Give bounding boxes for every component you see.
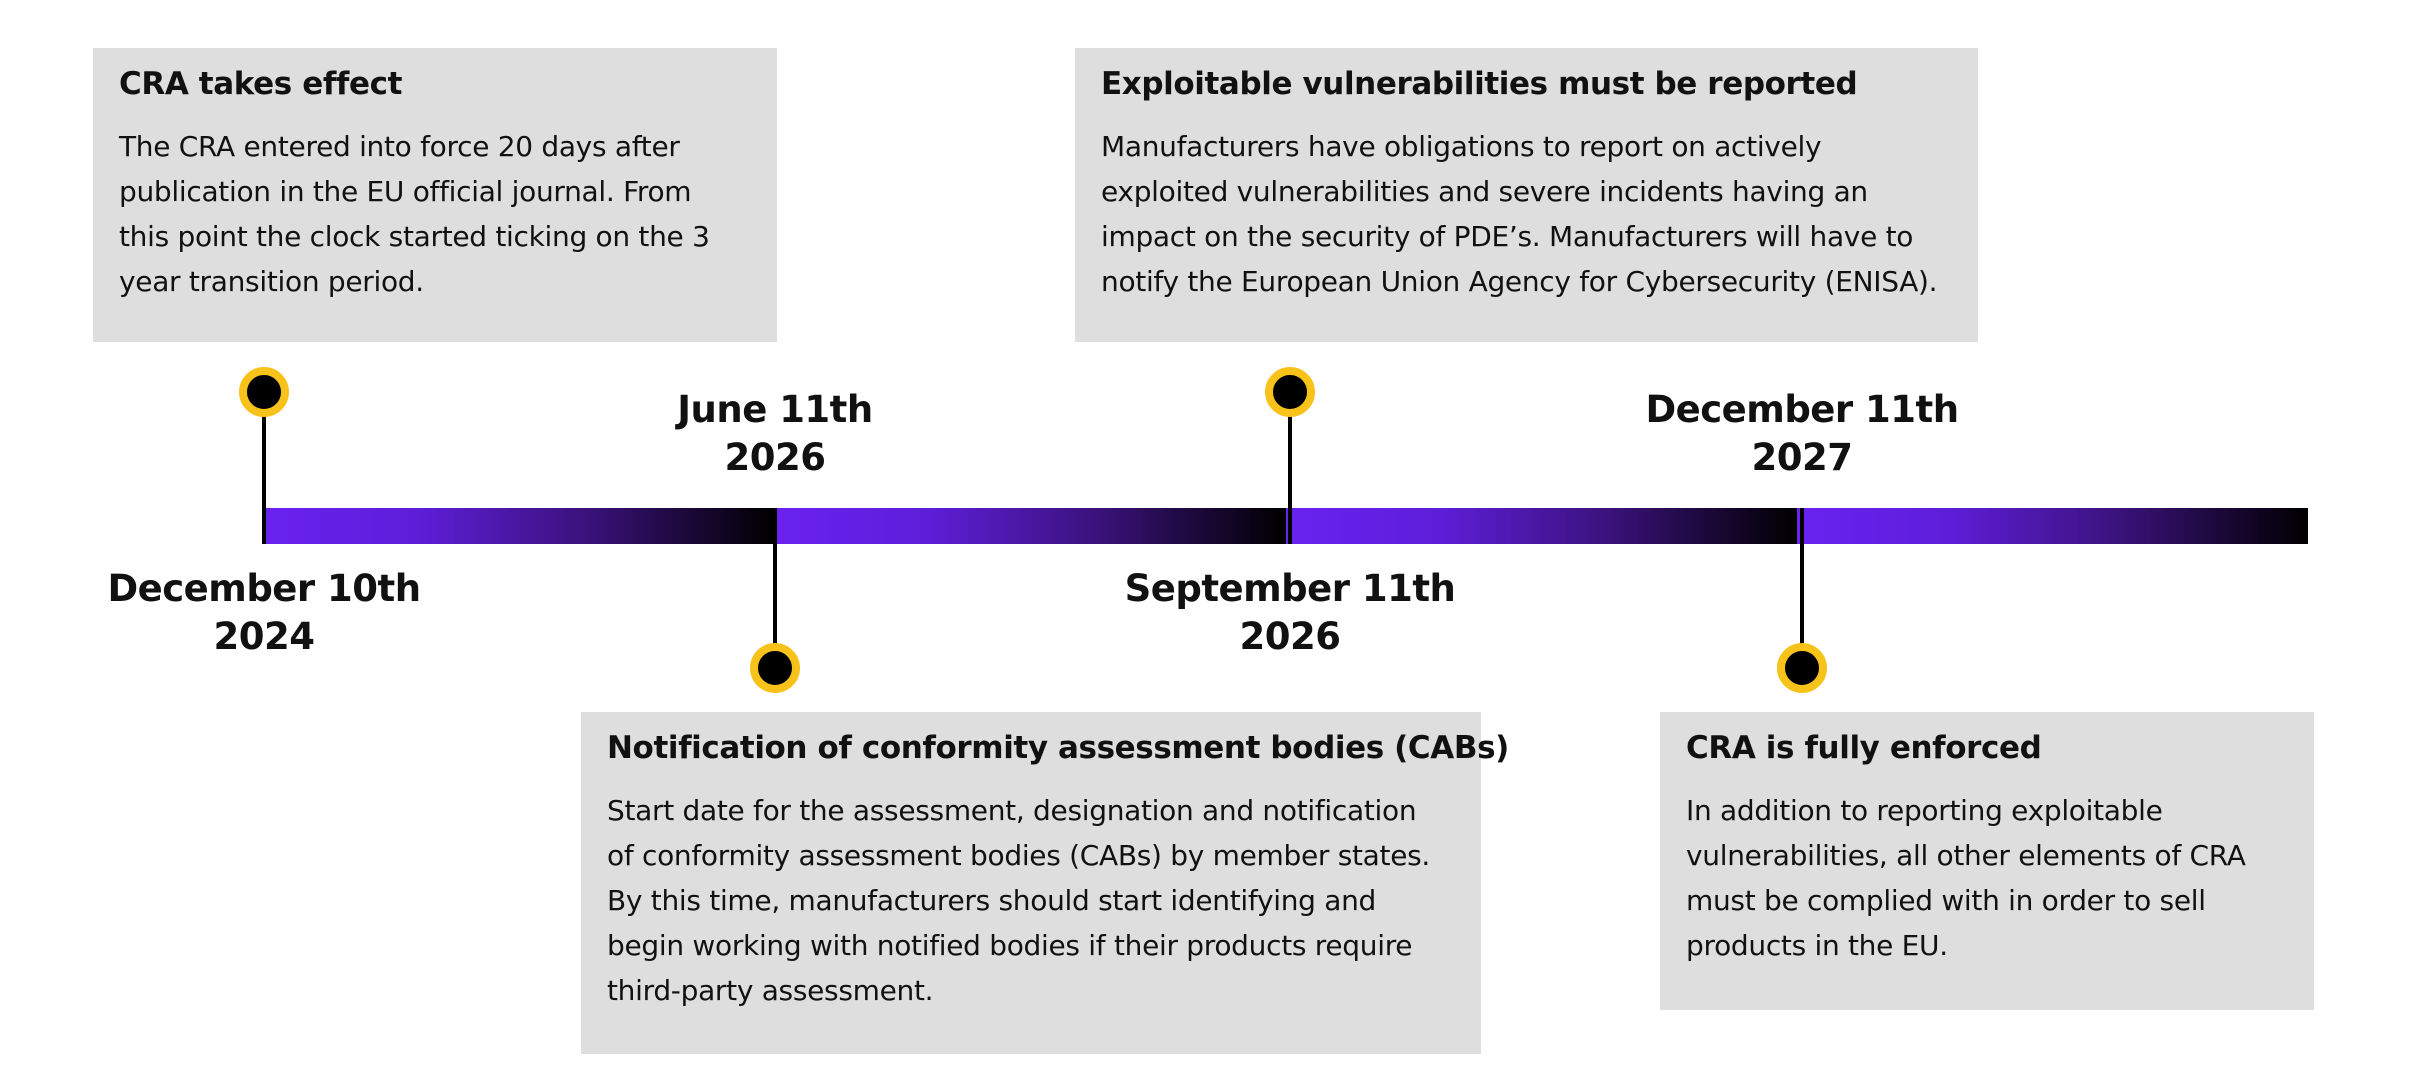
milestone-description: Manufacturers have obligations to report on actively exploited vulnerabilities and severe incidents having an impact on the security of PDE’s. Manufacturers will have to notify the European Union Agency for Cybersecurity (ENISA).: [1101, 130, 1938, 298]
timeline-segment-3: [1286, 508, 1797, 544]
milestone-title: Notification of conformity assessment bodies (CABs): [607, 730, 1509, 766]
milestone-description: The CRA entered into force 20 days after publication in the EU official journal. From this point the clock started ticking on the 3 year transition period.: [119, 130, 710, 298]
milestone-marker-icon: [239, 367, 289, 417]
milestone-date: June 11th 2026: [677, 388, 873, 479]
milestone-card-cra-takes-effect: [93, 48, 777, 342]
milestone-description: In addition to reporting exploitable vulnerabilities, all other elements of CRA must be complied with in order to sell products in the EU.: [1686, 794, 2246, 962]
milestone-title: CRA takes effect: [119, 66, 403, 102]
timeline-segment-1: [264, 508, 775, 544]
milestone-card-vulnerabilities-reporting: [1075, 48, 1978, 342]
milestone-card-notification-of-cabs: [581, 712, 1509, 1054]
timeline-segment-4: [1797, 508, 2308, 544]
timeline-segment-2: [775, 508, 1286, 544]
milestone-date: December 10th 2024: [107, 567, 421, 658]
milestone-title: Exploitable vulnerabilities must be reported: [1101, 66, 1858, 102]
milestone-title: CRA is fully enforced: [1686, 730, 2042, 766]
milestone-description: Start date for the assessment, designation and notification of conformity assessment bodies (CABs) by member states. By this time, manufacturers should start identifying and begin working with notified bodies if their products require third-party assessment.: [607, 794, 1431, 1007]
milestone-date: September 11th 2026: [1124, 567, 1456, 658]
milestone-marker-icon: [1265, 367, 1315, 417]
milestone-date: December 11th 2027: [1645, 388, 1959, 479]
milestone-marker-icon: [1777, 643, 1827, 693]
milestone-card-cra-fully-enforced: [1660, 712, 2314, 1010]
milestone-marker-icon: [750, 643, 800, 693]
